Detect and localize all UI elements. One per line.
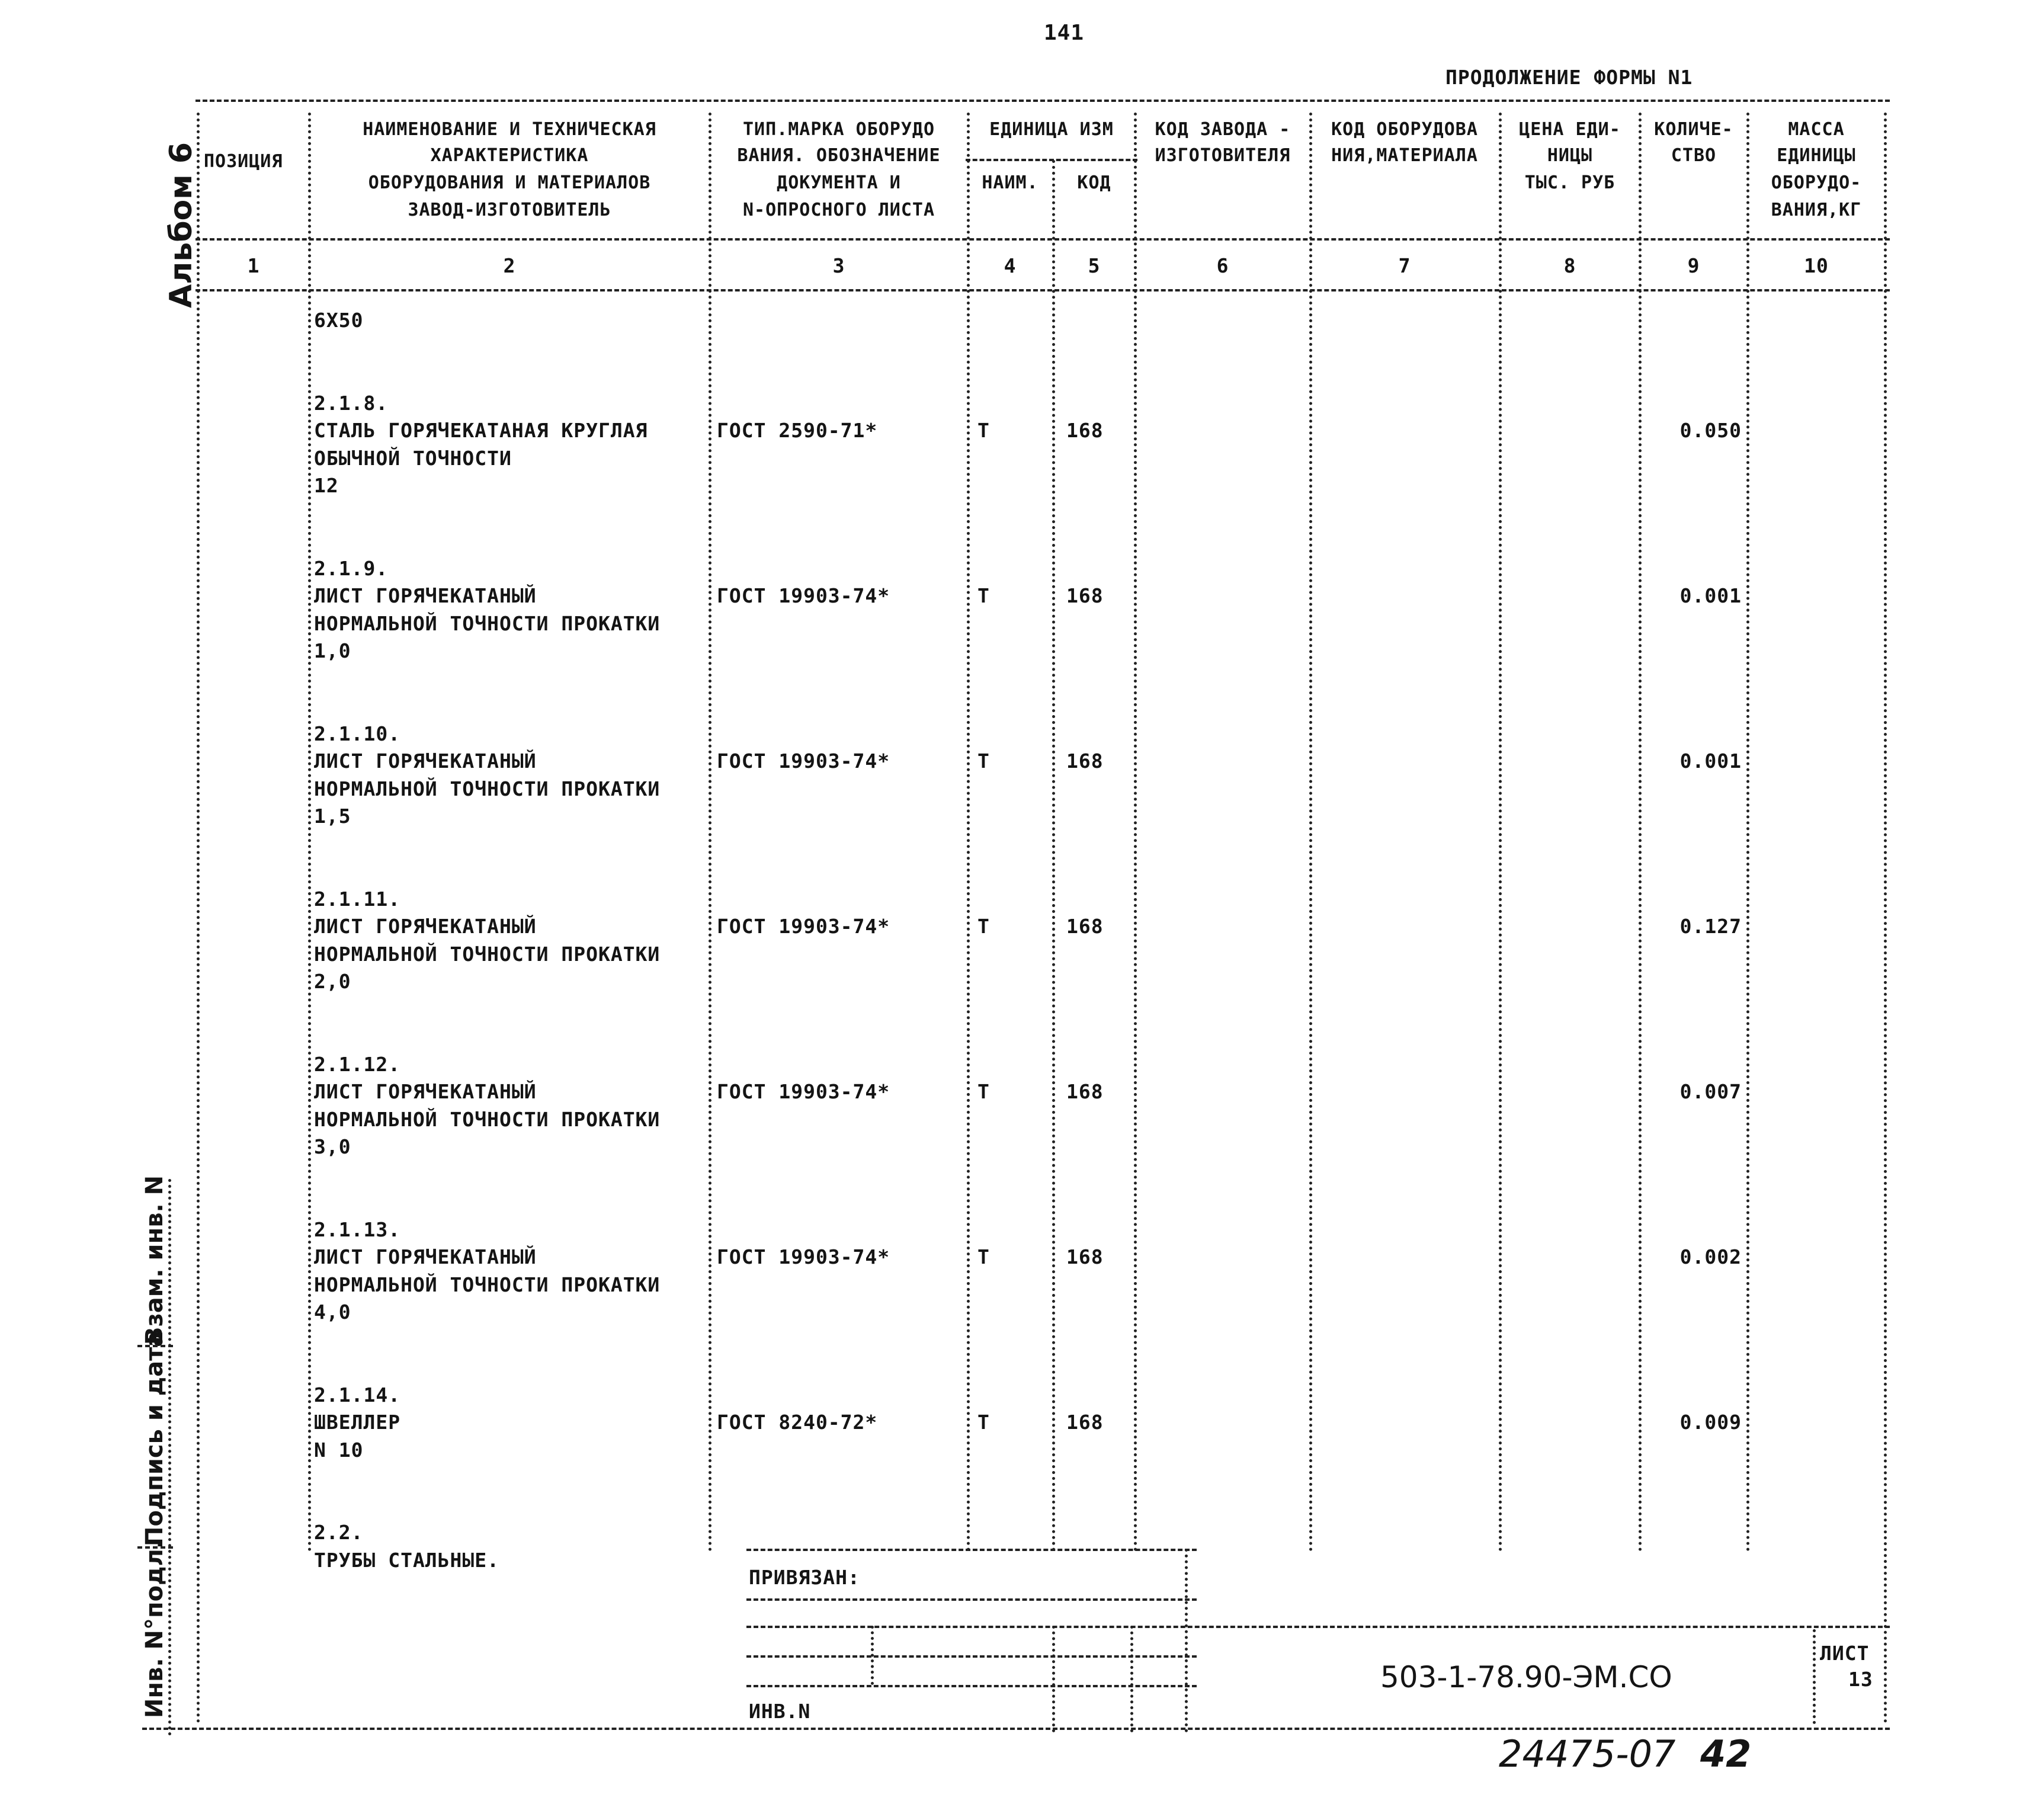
cell-name: НОРМАЛЬНОЙ ТОЧНОСТИ ПРОКАТКИ xyxy=(314,943,661,966)
column-number-9: 9 xyxy=(1687,254,1700,277)
header-col2-line1: НАИМЕНОВАНИЕ И ТЕХНИЧЕСКАЯ xyxy=(363,119,656,140)
cell-doc: ГОСТ 19903-74* xyxy=(717,749,890,773)
column-number-5: 5 xyxy=(1088,254,1101,277)
header-col3-line4: N-ОПРОСНОГО ЛИСТА xyxy=(742,200,935,220)
table-top-border xyxy=(195,100,1890,102)
cell-qty: 0.007 xyxy=(1679,1080,1742,1103)
header-col10-line4: ВАНИЯ,КГ xyxy=(1771,200,1862,220)
cell-code: 168 xyxy=(1066,915,1104,938)
vzam-inv-label: Взам. инв. N xyxy=(141,1175,168,1345)
col-sep-2 xyxy=(709,113,711,1552)
header-col6-line2: ИЗГОТОВИТЕЛЯ xyxy=(1155,145,1291,166)
page-number: 141 xyxy=(1044,21,1085,45)
cell-doc: ГОСТ 2590-71* xyxy=(717,419,878,442)
stamp-sep-3 xyxy=(1130,1626,1133,1732)
cell-name: НОРМАЛЬНОЙ ТОЧНОСТИ ПРОКАТКИ xyxy=(314,1108,661,1131)
header-col8-line1: ЦЕНА ЕДИ- xyxy=(1519,119,1621,140)
cell-unit: Т xyxy=(977,749,990,773)
header-col8-line3: ТЫС. РУБ xyxy=(1524,172,1615,193)
stamp-privyazan-label: ПРИВЯЗАН: xyxy=(749,1566,860,1589)
stamp-line-4 xyxy=(746,1685,1197,1687)
header-col7-line2: НИЯ,МАТЕРИАЛА xyxy=(1331,145,1478,166)
header-col2-line4: ЗАВОД-ИЗГОТОВИТЕЛЬ xyxy=(408,200,611,220)
cell-name: ЛИСТ ГОРЯЧЕКАТАНЫЙ xyxy=(314,749,537,773)
column-number-4: 4 xyxy=(1004,254,1017,277)
sheet-box-sep xyxy=(1813,1629,1816,1724)
cell-code: 168 xyxy=(1066,419,1104,442)
document-code: 503-1-78.90-ЭМ.СО xyxy=(1380,1660,1672,1694)
sidebar-separator-1 xyxy=(137,1345,173,1347)
cell-name: ЛИСТ ГОРЯЧЕКАТАНЫЙ xyxy=(314,1245,537,1268)
stamp-sep-4 xyxy=(1185,1549,1188,1732)
col-sep-7 xyxy=(1499,113,1502,1552)
col-sep-left xyxy=(197,113,200,1724)
header-col5: КОД xyxy=(1077,172,1111,193)
sidebar-divider xyxy=(168,1179,171,1736)
header-col4: НАИМ. xyxy=(982,172,1038,193)
header-bottom-border xyxy=(195,238,1890,241)
cell-name: 2.1.13. xyxy=(314,1218,401,1241)
header-col2-line3: ОБОРУДОВАНИЯ И МАТЕРИАЛОВ xyxy=(368,172,651,193)
stamp-line-1 xyxy=(746,1598,1197,1601)
cell-qty: 0.050 xyxy=(1679,419,1742,442)
header-col9-line2: СТВО xyxy=(1671,145,1717,166)
cell-name: 2.1.12. xyxy=(314,1053,401,1076)
cell-name: ШВЕЛЛЕР xyxy=(314,1411,401,1434)
cell-qty: 0.127 xyxy=(1679,915,1742,938)
cell-name: НОРМАЛЬНОЙ ТОЧНОСТИ ПРОКАТКИ xyxy=(314,612,661,635)
col-sep-1 xyxy=(308,113,311,1552)
col-sep-9 xyxy=(1746,113,1749,1552)
cell-name: 2.1.8. xyxy=(314,392,389,415)
cell-name: 1,0 xyxy=(314,639,351,662)
cell-name: ЛИСТ ГОРЯЧЕКАТАНЫЙ xyxy=(314,915,537,938)
cell-name: 2.2. xyxy=(314,1521,364,1544)
cell-name: ЛИСТ ГОРЯЧЕКАТАНЫЙ xyxy=(314,584,537,607)
cell-unit: Т xyxy=(977,915,990,938)
column-number-2: 2 xyxy=(503,254,516,277)
header-col3-line3: ДОКУМЕНТА И xyxy=(777,172,901,193)
cell-name: 2.1.11. xyxy=(314,887,401,911)
header-col1-line1: ПОЗИЦИЯ xyxy=(204,151,283,172)
cell-qty: 0.001 xyxy=(1679,584,1742,607)
cell-unit: Т xyxy=(977,1080,990,1103)
stamp-line-3 xyxy=(746,1655,1197,1658)
header-col2-line2: ХАРАКТЕРИСТИКА xyxy=(430,145,589,166)
handwritten-registration-number: 24475-07 xyxy=(1499,1732,1676,1776)
cell-code: 168 xyxy=(1066,1411,1104,1434)
cell-doc: ГОСТ 19903-74* xyxy=(717,915,890,938)
cell-unit: Т xyxy=(977,1411,990,1434)
column-number-8: 8 xyxy=(1563,254,1576,277)
column-number-10: 10 xyxy=(1804,254,1829,277)
stamp-sep-2 xyxy=(1052,1626,1055,1732)
column-number-3: 3 xyxy=(832,254,845,277)
cell-name: ЛИСТ ГОРЯЧЕКАТАНЫЙ xyxy=(314,1080,537,1103)
header-col7-line1: КОД ОБОРУДОВА xyxy=(1331,119,1478,140)
header-col9-line1: КОЛИЧЕ- xyxy=(1654,119,1733,140)
inv-podl-label: Инв. N°подл. xyxy=(141,1540,168,1718)
col-sep-3 xyxy=(967,113,970,1552)
col-sep-6 xyxy=(1309,113,1312,1552)
handwritten-sheet-number: 42 xyxy=(1700,1732,1752,1776)
cell-qty: 0.002 xyxy=(1679,1245,1742,1268)
cell-unit: Т xyxy=(977,1245,990,1268)
unit-header-divider xyxy=(966,159,1137,161)
sidebar-separator-2 xyxy=(137,1546,173,1549)
cell-name: 2.1.10. xyxy=(314,722,401,745)
cell-name: 2.1.14. xyxy=(314,1383,401,1406)
header-col10-line3: ОБОРУДО- xyxy=(1771,172,1862,193)
cell-code: 168 xyxy=(1066,1080,1104,1103)
column-number-7: 7 xyxy=(1398,254,1411,277)
cell-name: 6X50 xyxy=(314,309,364,332)
cell-name: СТАЛЬ ГОРЯЧЕКАТАНАЯ КРУГЛАЯ xyxy=(314,419,648,442)
cell-doc: ГОСТ 19903-74* xyxy=(717,584,890,607)
cell-name: 2.1.9. xyxy=(314,557,389,580)
cell-name: 3,0 xyxy=(314,1135,351,1158)
cell-doc: ГОСТ 19903-74* xyxy=(717,1080,890,1103)
column-number-6: 6 xyxy=(1216,254,1229,277)
column-number-1: 1 xyxy=(247,254,260,277)
cell-code: 168 xyxy=(1066,584,1104,607)
cell-code: 168 xyxy=(1066,1245,1104,1268)
cell-unit: Т xyxy=(977,584,990,607)
sheet-number: 13 xyxy=(1848,1668,1873,1691)
header-col6-line1: КОД ЗАВОДА - xyxy=(1155,119,1291,140)
cell-name: 4,0 xyxy=(314,1300,351,1324)
header-col3-line2: ВАНИЯ. ОБОЗНАЧЕНИЕ xyxy=(737,145,941,166)
cell-qty: 0.001 xyxy=(1679,749,1742,773)
cell-code: 168 xyxy=(1066,749,1104,773)
cell-name: 12 xyxy=(314,474,339,497)
cell-doc: ГОСТ 19903-74* xyxy=(717,1245,890,1268)
cell-unit: Т xyxy=(977,419,990,442)
header-col3-line1: ТИП.МАРКА ОБОРУДО xyxy=(742,119,935,140)
stamp-inv-label: ИНВ.N xyxy=(749,1700,811,1723)
stamp-line-2 xyxy=(746,1626,1890,1628)
album-label: Альбом 6 xyxy=(164,142,199,308)
col-sep-right xyxy=(1884,113,1887,1724)
header-col10-line2: ЕДИНИЦЫ xyxy=(1777,145,1856,166)
cell-name: 1,5 xyxy=(314,805,351,828)
header-col45-title: ЕДИНИЦА ИЗМ xyxy=(989,119,1114,140)
podpis-data-label: Подпись и дата xyxy=(141,1331,168,1546)
cell-name: ТРУБЫ СТАЛЬНЫЕ. xyxy=(314,1549,500,1572)
cell-name: 2,0 xyxy=(314,970,351,993)
cell-name: N 10 xyxy=(314,1438,364,1462)
cell-name: НОРМАЛЬНОЙ ТОЧНОСТИ ПРОКАТКИ xyxy=(314,1273,661,1296)
continuation-title: ПРОДОЛЖЕНИЕ ФОРМЫ N1 xyxy=(1445,66,1693,89)
col-sep-8 xyxy=(1639,113,1642,1552)
header-col8-line2: НИЦЫ xyxy=(1547,145,1593,166)
sheet-label: ЛИСТ xyxy=(1820,1642,1870,1665)
cell-qty: 0.009 xyxy=(1679,1411,1742,1434)
cell-name: ОБЫЧНОЙ ТОЧНОСТИ xyxy=(314,447,512,470)
stamp-top-border xyxy=(746,1549,1197,1551)
header-col10-line1: МАССА xyxy=(1788,119,1845,140)
col-sep-4 xyxy=(1052,160,1055,1552)
cell-name: НОРМАЛЬНОЙ ТОЧНОСТИ ПРОКАТКИ xyxy=(314,777,661,800)
table-bottom-border xyxy=(142,1728,1890,1730)
cell-doc: ГОСТ 8240-72* xyxy=(717,1411,878,1434)
column-numbers-bottom-border xyxy=(195,289,1890,291)
stamp-sep-1 xyxy=(871,1626,874,1685)
col-sep-5 xyxy=(1134,113,1137,1552)
